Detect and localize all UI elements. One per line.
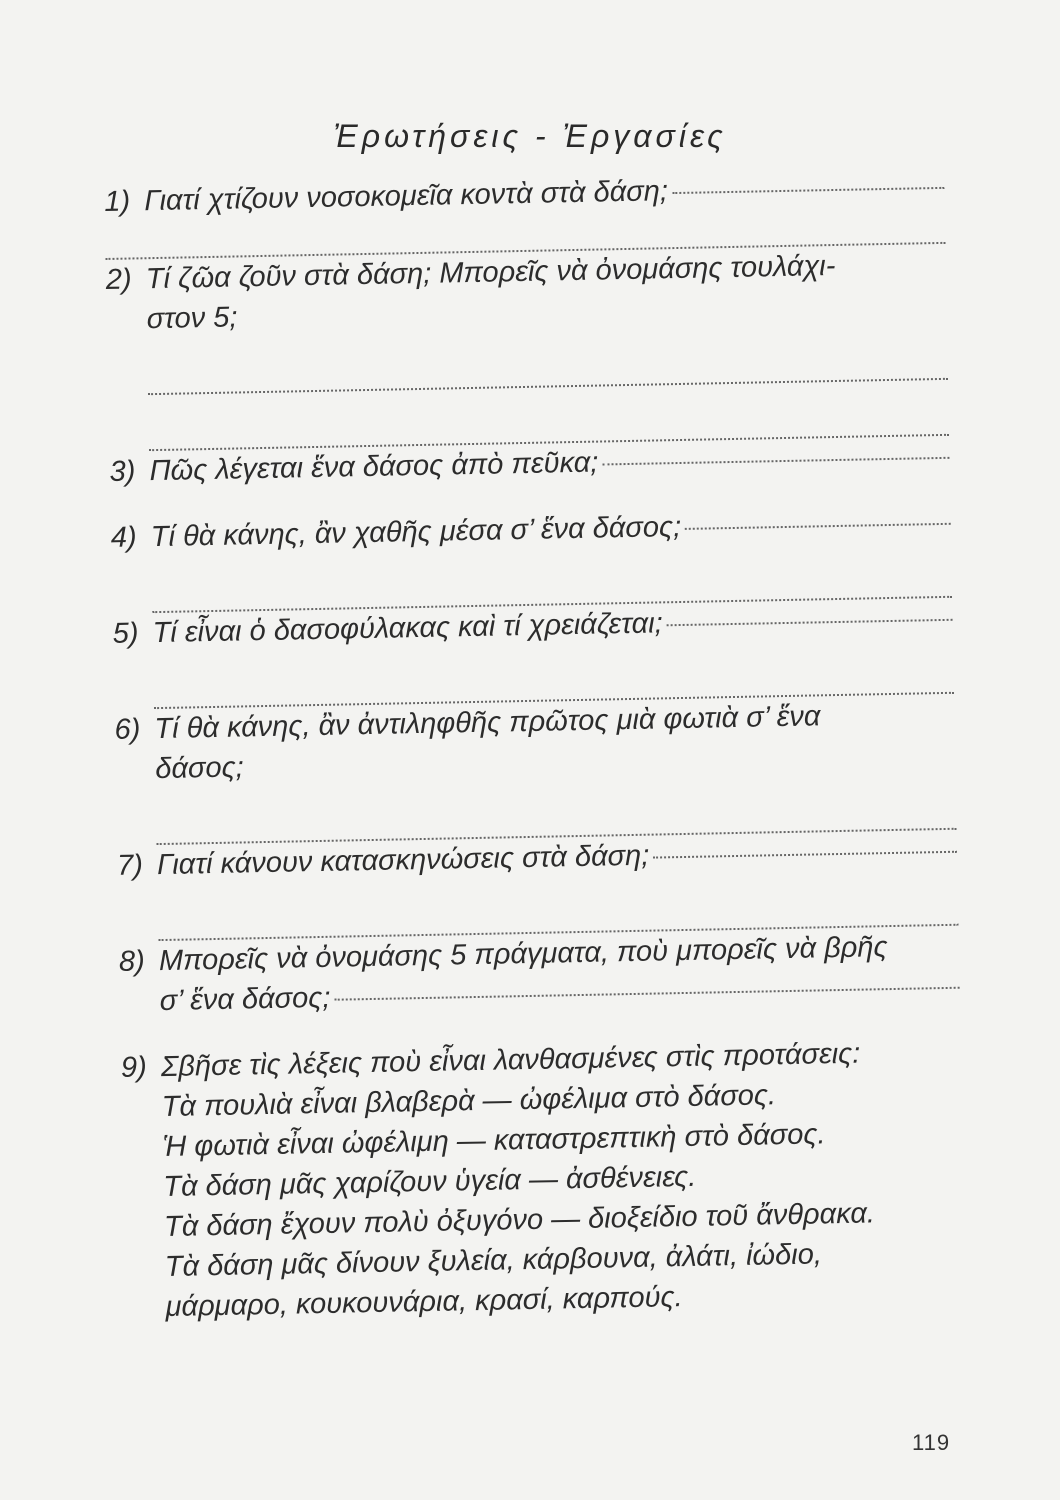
question-text-continued: δάσος; (154, 751, 245, 786)
question-number: 1) (104, 185, 131, 218)
page-title: Ἐρωτήσεις - Ἐργασίες (333, 118, 727, 154)
sentence-item[interactable]: Τὰ δάση μᾶς δίνουν ξυλεία, κάρβουνα, ἀλάτι, ἰώδιο, (164, 1238, 823, 1284)
answer-dotted-line[interactable] (685, 523, 951, 530)
sentence-item[interactable]: μάρμαρο, κουκουνάρια, κρασί, καρπούς. (165, 1281, 683, 1324)
sentence-item[interactable]: Τὰ δάση ἔχουν πολὺ ὀξυγόνο — διοξείδιο τοῦ ἄνθρακα. (163, 1197, 876, 1244)
question-text: Τί ζῶα ζοῦν στὰ δάση; Μπορεῖς νὰ ὀνομάσης τουλάχι- (145, 249, 836, 296)
question-text: Πῶς λέγεται ἕνα δάσος ἀπὸ πεῦκα; (149, 446, 599, 488)
question-number: 3) (109, 455, 136, 488)
question-number: 6) (114, 713, 141, 746)
question-number: 9) (120, 1051, 148, 1084)
question-6 (114, 694, 956, 846)
question-number: 7) (116, 849, 144, 882)
question-number: 5) (112, 617, 139, 650)
question-text: Τί θὰ κάνης, ἂν χαθῆς μέσα σ’ ἕνα δάσος; (150, 510, 682, 554)
sentence-item[interactable]: Ἡ φωτιὰ εἶναι ὠφέλιμη — καταστρεπτικὴ στὸ δάσος. (162, 1118, 826, 1164)
question-text: Γιατί χτίζουν νοσοκομεῖα κοντὰ στὰ δάση; (144, 175, 669, 218)
question-text: Μπορεῖς νὰ ὀνομάσης 5 πράγματα, ποὺ μπορεῖς νὰ βρῆς (158, 931, 888, 978)
page-number: 119 (912, 1430, 951, 1455)
answer-dotted-line[interactable] (667, 619, 953, 626)
sentence-item[interactable]: Τὰ πουλιὰ εἶναι βλαβερὰ — ὠφέλιμα στὸ δάσος. (161, 1079, 777, 1124)
question-4 (110, 502, 952, 614)
sentence-item[interactable]: Τὰ δάση μᾶς χαρίζουν ὑγεία — ἀσθένειες. (162, 1160, 697, 1204)
question-9 (121, 1032, 966, 1328)
question-text-continued: σ’ ἕνα δάσος; (159, 981, 331, 1018)
question-text-continued: στον 5; (146, 301, 238, 336)
answer-dotted-line[interactable] (653, 851, 957, 859)
sentence-list (121, 1072, 965, 1328)
question-7 (117, 830, 959, 942)
question-text: Σβῆσε τὶς λέξεις ποὺ εἶναι λανθασμένες στὶς προτάσεις: (160, 1037, 861, 1084)
question-text: Τί εἶναι ὁ δασοφύλακας καὶ τί χρειάζεται; (152, 607, 663, 650)
question-number: 4) (110, 521, 137, 554)
answer-dotted-line[interactable] (672, 187, 944, 194)
answer-dotted-line[interactable] (334, 987, 959, 1001)
questions-list (104, 166, 966, 1328)
question-8 (119, 926, 960, 1022)
question-5 (112, 598, 954, 710)
question-text: Τί θὰ κάνης, ἂν ἀντιληφθῆς πρῶτος μιὰ φωτιὰ σ’ ἕνα (154, 700, 821, 746)
question-number: 8) (118, 945, 146, 978)
answer-dotted-line[interactable] (602, 457, 949, 466)
question-2 (105, 244, 949, 452)
question-number: 2) (105, 263, 132, 296)
question-text: Γιατί κάνουν κατασκηνώσεις στὰ δάση; (156, 839, 650, 882)
